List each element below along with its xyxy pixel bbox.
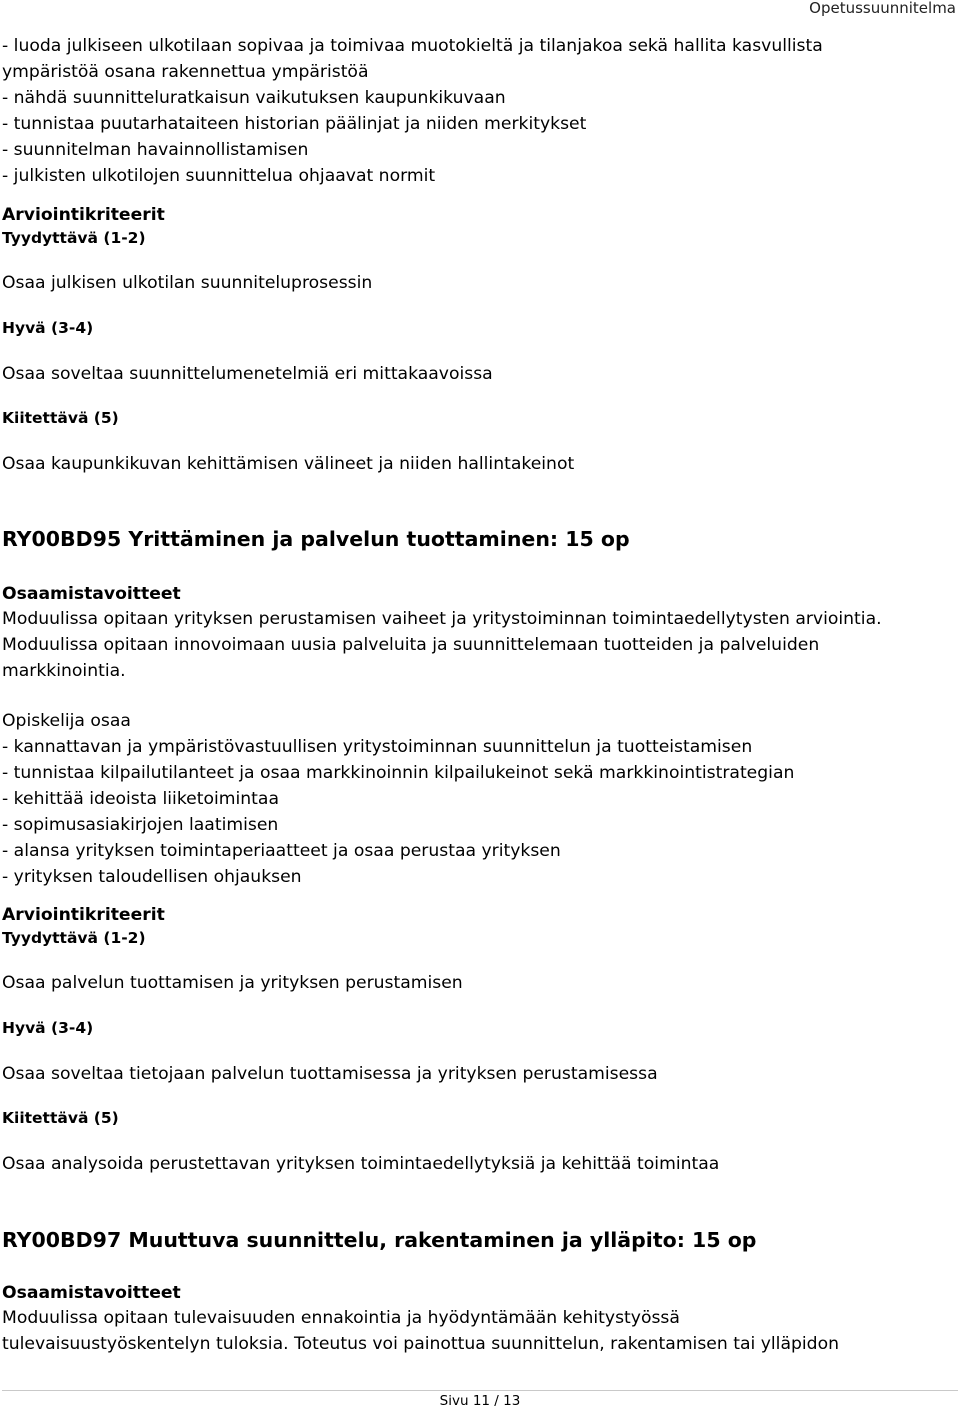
paragraph-line: Moduulissa opitaan tulevaisuuden ennakointia ja hyödyntämään kehitystyössä xyxy=(2,1308,680,1328)
grade-label-satisfactory: Tyydyttävä (1-2) xyxy=(2,229,146,247)
course-description xyxy=(2,1305,839,1357)
grade-text-good: Osaa soveltaa tietojaan palvelun tuottamisessa ja yrityksen perustamisessa xyxy=(2,1064,658,1084)
grade-text-excellent: Osaa analysoida perustettavan yrityksen toimintaedellytyksiä ja kehittää toimintaa xyxy=(2,1154,720,1174)
page-number: Sivu 11 / 13 xyxy=(439,1393,521,1409)
document-header-title: Opetussuunnitelma xyxy=(809,0,956,17)
grade-label-satisfactory: Tyydyttävä (1-2) xyxy=(2,929,146,947)
outcomes-heading: Osaamistavoitteet xyxy=(2,584,181,604)
grade-label-good: Hyvä (3-4) xyxy=(2,319,94,337)
grade-text-satisfactory: Osaa palvelun tuottamisen ja yrityksen perustamisen xyxy=(2,973,463,993)
paragraph-line: tulevaisuustyöskentelyn tuloksia. Toteutus voi painottua suunnittelun, rakentamisen tai ylläpidon xyxy=(2,1334,839,1354)
list-item: - yrityksen taloudellisen ohjauksen xyxy=(2,867,302,887)
list-item: - luoda julkiseen ulkotilaan sopivaa ja toimivaa muotokieltä ja tilanjakoa sekä hallita kasvullista xyxy=(2,36,823,56)
footer-divider xyxy=(2,1390,958,1391)
grade-text-satisfactory: Osaa julkisen ulkotilan suunniteluprosessin xyxy=(2,273,373,293)
student-intro: Opiskelija osaa xyxy=(2,711,131,731)
list-item: - julkisten ulkotilojen suunnittelua ohjaavat normit xyxy=(2,166,436,186)
grade-text-good: Osaa soveltaa suunnittelumenetelmiä eri mittakaavoissa xyxy=(2,364,493,384)
paragraph-line: Moduulissa opitaan yrityksen perustamisen vaiheet ja yritystoiminnan toimintaedellytysten arviointia. xyxy=(2,609,882,629)
course-title: RY00BD97 Muuttuva suunnittelu, rakentaminen ja ylläpito: 15 op xyxy=(2,1228,757,1252)
grade-text-excellent: Osaa kaupunkikuvan kehittämisen välineet ja niiden hallintakeinot xyxy=(2,454,575,474)
criteria-heading: Arviointikriteerit xyxy=(2,205,165,225)
paragraph-line: Moduulissa opitaan innovoimaan uusia palveluita ja suunnittelemaan tuotteiden ja palveluiden xyxy=(2,635,820,655)
list-item: - tunnistaa puutarhataiteen historian päälinjat ja niiden merkitykset xyxy=(2,114,587,134)
list-item: - kannattavan ja ympäristövastuullisen yritystoiminnan suunnittelun ja tuotteistamisen xyxy=(2,737,753,757)
course-outcomes-list xyxy=(2,734,794,890)
grade-label-excellent: Kiitettävä (5) xyxy=(2,409,119,427)
list-item: ympäristöä osana rakennettua ympäristöä xyxy=(2,62,369,82)
paragraph-line: markkinointia. xyxy=(2,661,126,681)
course-title: RY00BD95 Yrittäminen ja palvelun tuottaminen: 15 op xyxy=(2,527,630,551)
course-description xyxy=(2,606,882,684)
outcomes-heading: Osaamistavoitteet xyxy=(2,1283,181,1303)
list-item: - kehittää ideoista liiketoimintaa xyxy=(2,789,279,809)
list-item: - suunnitelman havainnollistamisen xyxy=(2,140,309,160)
grade-label-good: Hyvä (3-4) xyxy=(2,1019,94,1037)
list-item: - sopimusasiakirjojen laatimisen xyxy=(2,815,279,835)
list-item: - nähdä suunnitteluratkaisun vaikutuksen kaupunkikuvaan xyxy=(2,88,506,108)
top-list xyxy=(2,33,823,189)
criteria-heading: Arviointikriteerit xyxy=(2,905,165,925)
grade-label-excellent: Kiitettävä (5) xyxy=(2,1109,119,1127)
list-item: - alansa yrityksen toimintaperiaatteet ja osaa perustaa yrityksen xyxy=(2,841,561,861)
list-item: - tunnistaa kilpailutilanteet ja osaa markkinoinnin kilpailukeinot sekä markkinointistrategian xyxy=(2,763,795,783)
